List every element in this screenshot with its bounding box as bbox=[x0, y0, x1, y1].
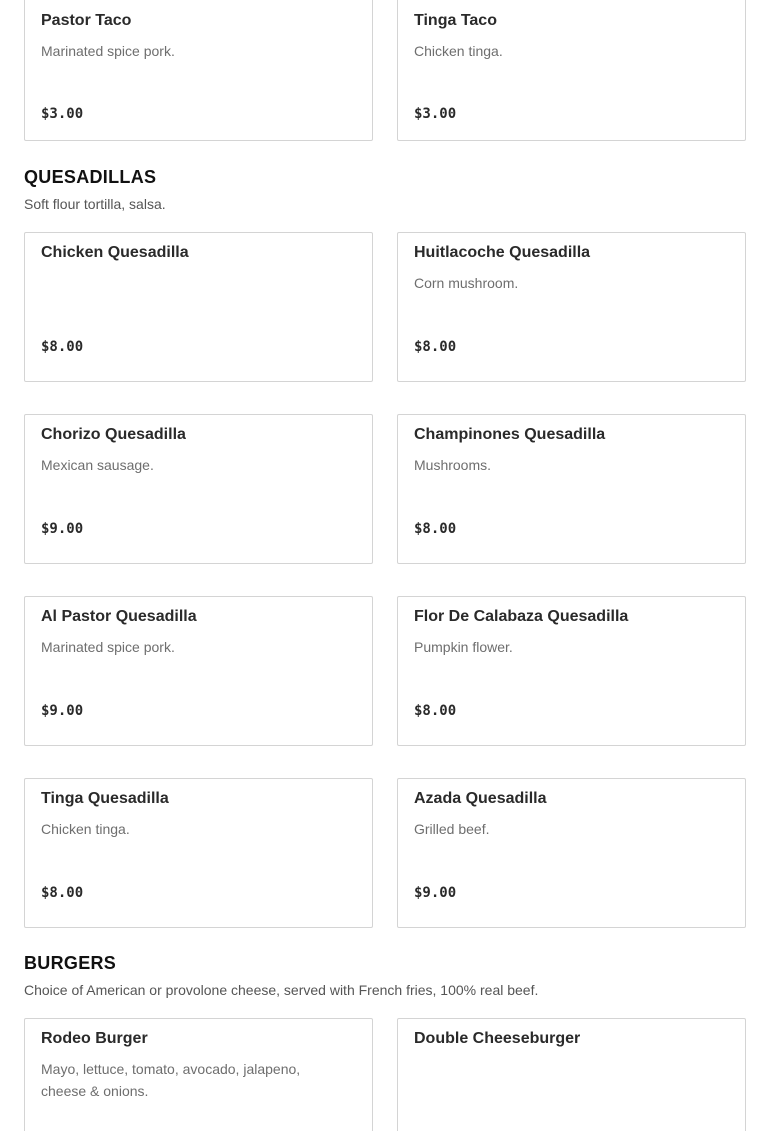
item-description: Mushrooms. bbox=[414, 457, 492, 473]
item-description: Chicken tinga. bbox=[414, 43, 503, 59]
item-description: Chicken tinga. bbox=[41, 821, 130, 837]
menu-item-card[interactable] bbox=[24, 414, 373, 564]
item-name: Tinga Quesadilla bbox=[41, 790, 169, 807]
menu-item-card[interactable] bbox=[397, 0, 746, 141]
item-name: Al Pastor Quesadilla bbox=[41, 608, 197, 625]
menu-item-card[interactable] bbox=[24, 1018, 373, 1131]
menu-item-card[interactable] bbox=[24, 0, 373, 141]
menu-item-card[interactable] bbox=[397, 778, 746, 928]
item-name: Chicken Quesadilla bbox=[41, 244, 189, 261]
item-price: $3.00 bbox=[414, 106, 457, 122]
item-price: $8.00 bbox=[41, 885, 84, 901]
item-price: $3.00 bbox=[41, 106, 84, 122]
item-price: $9.00 bbox=[41, 703, 84, 719]
menu-item-card[interactable] bbox=[397, 232, 746, 382]
section-title-quesadillas: QUESADILLAS bbox=[24, 167, 157, 187]
item-price: $9.00 bbox=[414, 885, 457, 901]
menu-item-card[interactable] bbox=[397, 1018, 746, 1131]
menu-item-card[interactable] bbox=[397, 414, 746, 564]
item-description: Grilled beef. bbox=[414, 821, 490, 837]
menu-item-card[interactable] bbox=[24, 778, 373, 928]
item-description: Marinated spice pork. bbox=[41, 639, 175, 655]
item-description: Pumpkin flower. bbox=[414, 639, 513, 655]
item-description: Mayo, lettuce, tomato, avocado, jalapeno, cheese & onions. bbox=[41, 1061, 301, 1099]
item-description: Corn mushroom. bbox=[414, 275, 519, 291]
menu-item-card[interactable] bbox=[24, 596, 373, 746]
menu-item-card[interactable] bbox=[24, 232, 373, 382]
item-name: Rodeo Burger bbox=[41, 1030, 148, 1047]
section-description-quesadillas: Soft flour tortilla, salsa. bbox=[24, 196, 166, 212]
item-name: Champinones Quesadilla bbox=[414, 426, 606, 443]
section-description-burgers: Choice of American or provolone cheese, served with French fries, 100% real beef. bbox=[24, 982, 539, 998]
item-name: Huitlacoche Quesadilla bbox=[414, 244, 591, 261]
menu-item-card[interactable] bbox=[397, 596, 746, 746]
item-description: Mexican sausage. bbox=[41, 457, 154, 473]
item-price: $8.00 bbox=[414, 703, 457, 719]
item-price: $8.00 bbox=[414, 339, 457, 355]
item-name: Chorizo Quesadilla bbox=[41, 426, 186, 443]
item-price: $9.00 bbox=[41, 521, 84, 537]
item-name: Double Cheeseburger bbox=[414, 1030, 581, 1047]
section-title-burgers: BURGERS bbox=[24, 953, 117, 973]
item-description: Marinated spice pork. bbox=[41, 43, 175, 59]
item-name: Flor De Calabaza Quesadilla bbox=[414, 608, 629, 625]
item-price: $8.00 bbox=[41, 339, 84, 355]
item-name: Pastor Taco bbox=[41, 12, 132, 29]
item-name: Azada Quesadilla bbox=[414, 790, 547, 807]
item-price: $8.00 bbox=[414, 521, 457, 537]
item-name: Tinga Taco bbox=[414, 12, 497, 29]
